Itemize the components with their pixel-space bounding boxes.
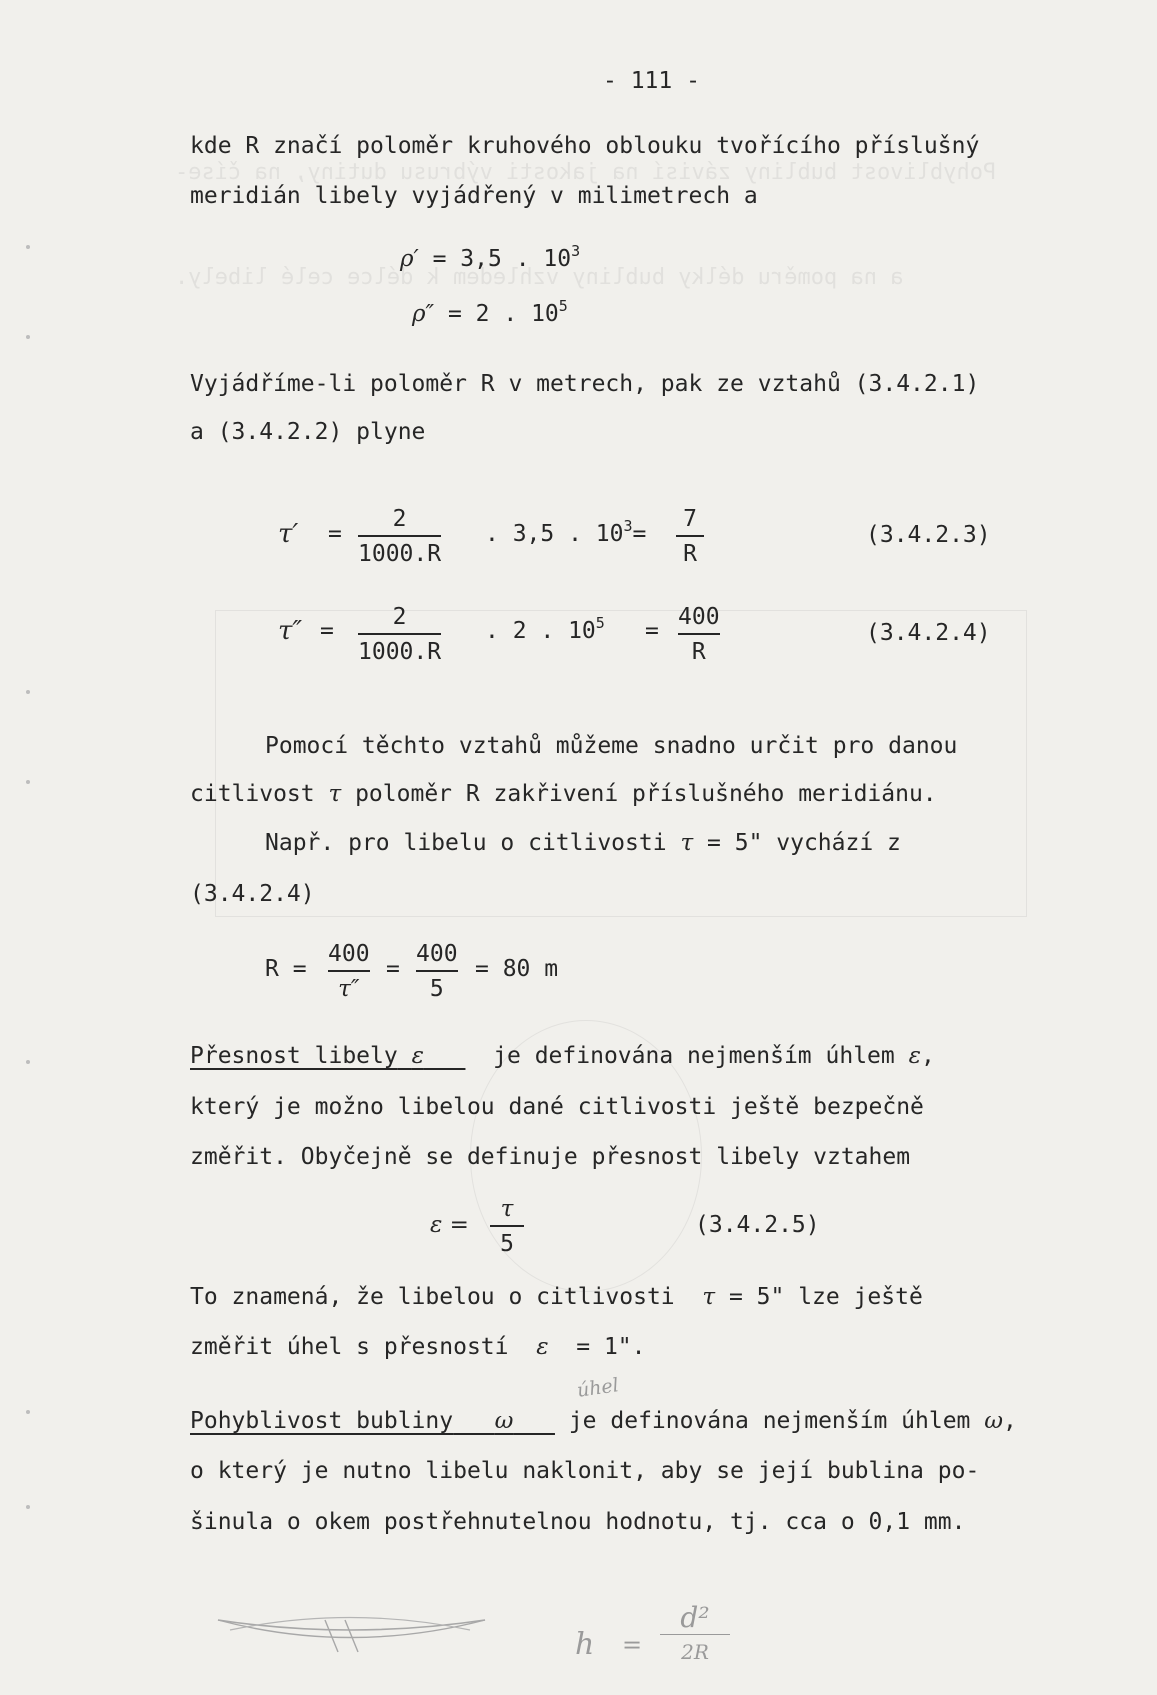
- eq-r-fraction-1-numerator: 400: [328, 941, 370, 967]
- fraction-bar: [416, 970, 458, 972]
- fraction-bar: [358, 535, 441, 537]
- binder-hole: [26, 1505, 30, 1509]
- binder-hole: [26, 1410, 30, 1414]
- eq5-number: (3.4.2.5): [695, 1212, 820, 1238]
- tau-symbol: τ: [680, 830, 694, 856]
- eq3-number: (3.4.2.3): [866, 522, 991, 548]
- omega-symbol: ω: [494, 1408, 514, 1434]
- tau-symbol: τ: [702, 1284, 716, 1310]
- presnost-line-2: který je možno libelou dané citlivosti ještě bezpečně: [190, 1094, 924, 1120]
- eq4-fraction-numerator: 2: [392, 604, 407, 630]
- pomoci-line-2-start: citlivost: [190, 781, 315, 807]
- eq-r-fraction-2-denominator: 5: [429, 976, 444, 1002]
- handwritten-formula-lhs: h: [575, 1627, 595, 1662]
- handwritten-formula-equals: =: [622, 1631, 643, 1659]
- pohyblivost-heading-text: Pohyblivost bubliny: [190, 1408, 454, 1434]
- eq4-result-denominator: R: [691, 639, 706, 665]
- eq5-numerator: τ: [500, 1196, 514, 1222]
- binder-hole: [26, 780, 30, 784]
- eq4-equals: =: [320, 618, 334, 644]
- pohyblivost-line-1-comma: ,: [1003, 1408, 1017, 1434]
- intro-line-2: meridián libely vyjádřený v milimetrech a: [190, 183, 758, 209]
- eq4-result-fraction: [678, 604, 720, 665]
- pohyblivost-line-2: o který je nutno libelu naklonit, aby se její bublina po-: [190, 1458, 980, 1484]
- fraction-bar: [358, 633, 441, 635]
- page-number: - 111 -: [603, 68, 700, 94]
- pomoci-line-2-end: poloměr R zakřivení příslušného meridiánu.: [355, 781, 937, 807]
- pomoci-line-1: Pomocí těchto vztahů můžeme snadno určit pro danou: [265, 733, 958, 759]
- presnost-heading-text: Přesnost libely: [190, 1043, 398, 1069]
- eq4-fraction-denominator: 1000.R: [358, 639, 442, 665]
- eq3-equals: =: [328, 521, 342, 547]
- intro-line-1: kde R značí poloměr kruhového oblouku tvořícího příslušný: [190, 133, 980, 159]
- binder-hole: [26, 690, 30, 694]
- fraction-bar: [328, 970, 370, 972]
- fraction-bar: [676, 535, 704, 537]
- rho-double-prime-equation: [412, 297, 568, 328]
- rho-prime-symbol: ρ′: [400, 246, 419, 272]
- epsilon-symbol: ε: [411, 1043, 424, 1069]
- eq3-middle: [485, 517, 647, 548]
- epsilon-symbol: ε: [908, 1043, 921, 1069]
- eq-r-fraction-2: [416, 941, 458, 1002]
- omega-symbol: ω: [984, 1408, 1004, 1434]
- eq4-middle-exponent: 5: [595, 614, 605, 632]
- eq3-middle-text: . 3,5 . 10: [485, 521, 624, 547]
- handwritten-formula-denominator: 2R: [681, 1640, 709, 1664]
- eq4-lhs: τ″: [278, 616, 303, 646]
- fraction-bar: [678, 633, 720, 635]
- eq4-number: (3.4.2.4): [866, 620, 991, 646]
- eq3-fraction-denominator: 1000.R: [358, 541, 442, 567]
- handwritten-formula-numerator: d²: [680, 1601, 710, 1634]
- pencil-vial-sketch: [200, 1600, 500, 1680]
- pohyblivost-line-3: šinula o okem postřehnutelnou hodnotu, tj. cca o 0,1 mm.: [190, 1509, 966, 1535]
- rho-prime-exponent: 3: [571, 242, 581, 260]
- binder-hole: [26, 335, 30, 339]
- show-through-text: a na poměru délky bubliny vzhledem k délce celé libely.: [175, 265, 904, 290]
- pomoci-line-3-end: = 5" vychází z: [707, 830, 901, 856]
- pomoci-line-3: [265, 829, 901, 857]
- eq3-result-denominator: R: [683, 541, 697, 567]
- eq-r-equals: =: [386, 956, 400, 982]
- eq3-fraction-numerator: 2: [392, 506, 407, 532]
- eq3-lhs: τ′: [278, 519, 299, 549]
- presnost-line-1-comma: ,: [920, 1043, 935, 1069]
- show-through-drawing: [215, 610, 1027, 917]
- presnost-heading: [190, 1043, 465, 1069]
- meaning-line-1-start: To znamená, že libelou o citlivosti: [190, 1284, 675, 1310]
- eq5-fraction: [490, 1196, 524, 1257]
- meaning-line-1-end: = 5" lze ještě: [728, 1284, 923, 1310]
- pomoci-line-4: (3.4.2.4): [190, 881, 315, 907]
- eq4-middle-text: . 2 . 10: [485, 618, 596, 644]
- handwritten-formula-fraction: [660, 1601, 730, 1665]
- eq3-result-numerator: 7: [683, 506, 697, 532]
- eq5-denominator: 5: [500, 1231, 514, 1257]
- eq4-second-equals: =: [645, 618, 659, 644]
- eq3-middle-exponent: 3: [623, 517, 633, 535]
- meaning-line-1: [190, 1283, 923, 1311]
- eq4-fraction: [358, 604, 441, 665]
- conversion-line-2: a (3.4.2.2) plyne: [190, 419, 426, 445]
- meaning-line-2-end: = 1".: [576, 1334, 646, 1360]
- eq3-second-equals: =: [632, 521, 647, 547]
- eq-r-fraction-2-numerator: 400: [416, 941, 458, 967]
- presnost-line-3: změřit. Obyčejně se definuje přesnost libely vztahem: [190, 1144, 911, 1170]
- presnost-line-1: [190, 1042, 935, 1070]
- pohyblivost-heading: [190, 1408, 555, 1434]
- binder-hole: [26, 245, 30, 249]
- eq4-middle: [485, 614, 605, 645]
- handwritten-annotation: úhel: [575, 1374, 621, 1402]
- pomoci-line-2: [190, 780, 937, 808]
- rho-double-prime-expression: = 2 . 10: [447, 301, 559, 327]
- eq-r-fraction-1: [328, 941, 370, 1002]
- pohyblivost-line-1-text: je definována nejmenším úhlem: [568, 1408, 971, 1434]
- fraction-bar: [490, 1225, 524, 1227]
- show-through-text: Pohyblivost bubliny závisí na jakosti výbrusu dutiny, na číse-: [175, 160, 997, 185]
- pohyblivost-line-1: [190, 1407, 1017, 1435]
- rho-double-prime-exponent: 5: [558, 297, 568, 315]
- conversion-line-1: Vyjádříme-li poloměr R v metrech, pak ze vztahů (3.4.2.1): [190, 371, 980, 397]
- meaning-line-2-start: změřit úhel s přesností: [190, 1334, 509, 1360]
- binder-hole: [26, 1060, 30, 1064]
- eq4-result-numerator: 400: [678, 604, 720, 630]
- fraction-bar: [660, 1634, 730, 1635]
- eq5-lhs: [430, 1211, 469, 1239]
- eq-r-fraction-1-denominator: τ″: [338, 976, 360, 1002]
- eq3-fraction: [358, 506, 441, 567]
- eq-r-lhs: R =: [265, 956, 307, 982]
- epsilon-symbol: ε: [536, 1334, 549, 1360]
- meaning-line-2: [190, 1333, 646, 1361]
- rho-prime-equation: [400, 242, 581, 273]
- eq3-result-fraction: [676, 506, 704, 567]
- tau-symbol: τ: [328, 781, 342, 807]
- presnost-line-1-text: je definována nejmenším úhlem: [493, 1043, 895, 1069]
- eq-r-result: = 80 m: [475, 956, 559, 982]
- rho-double-prime-symbol: ρ″: [412, 301, 435, 327]
- epsilon-symbol: ε =: [430, 1212, 469, 1238]
- rho-prime-expression: = 3,5 . 10: [432, 246, 572, 272]
- pomoci-line-3-start: Např. pro libelu o citlivosti: [265, 830, 667, 856]
